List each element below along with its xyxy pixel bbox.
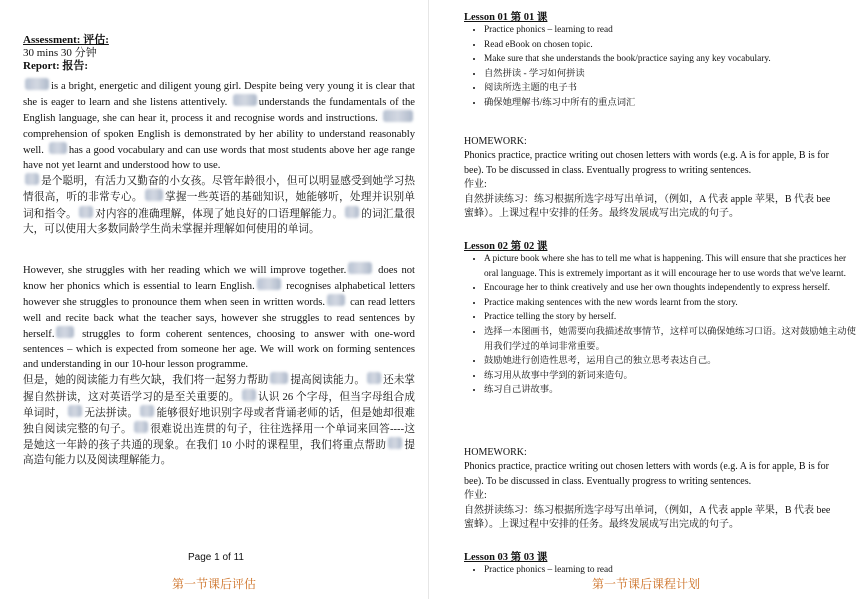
redacted-name [145, 189, 163, 201]
text-span: 的词汇量很大，可以使用大多数同龄学生尚未掌握并理解如何使用的单词。 [23, 208, 416, 235]
list-item: • A picture book where she has to tell me what is happening. This will ensure that she practices her oral language. This is extremely important as it will encourage her to use words that we've learnt. [484, 252, 857, 281]
text-span: struggles to form coherent sentences, choosing to answer with one-word sentences – which is expected from someone her age. We will work on forming sentences and understanding in our 10-hour lesson programme. [23, 328, 415, 371]
text-span: 但是，她的阅读能力有些欠缺，我们将一起努力帮助 [23, 375, 269, 387]
text-span: 能够很好地识别字母或者背诵老师的话，但是她却很难独自阅读完整的句子。 [23, 407, 416, 436]
homework-zh: 自然拼读练习：练习根据所选字母写出单词，（例如，A 代表 apple 苹果，B 代表 bee 蜜蜂）。上课过程中安排的任务。最终发展成写出完成的句子。 [464, 193, 831, 220]
redacted-name [270, 372, 288, 384]
text-span: However, she struggles with her reading which we will improve together. [23, 265, 347, 276]
list-item: • Practice making sentences with the new words learnt from the story. [484, 296, 857, 311]
text-span: 无法拼读。 [84, 407, 139, 419]
redacted-name [242, 389, 256, 401]
list-item: • 鼓励她进行创造性思考，运用自己的独立思考表达自己。 [484, 354, 857, 369]
text-span: 认识 26 个字母，但当字母组合成单词时， [23, 391, 416, 419]
page-number: Page 1 of 11 [188, 552, 244, 563]
report-paragraph-1-zh [23, 173, 415, 237]
homework-label: HOMEWORK: [464, 447, 527, 458]
list-item: • 练习自己讲故事。 [484, 383, 857, 398]
list-item: • 确保她理解书/练习中所有的重点词汇 [484, 96, 857, 111]
report-paragraph-2-zh [23, 372, 415, 468]
assessment-page [0, 0, 428, 599]
right-caption: 第一节课后课程计划 [592, 577, 701, 591]
homework-zh: 自然拼读练习：练习根据所选字母写出单词，（例如，A 代表 apple 苹果，B 代表 bee 蜜蜂）。上课过程中安排的任务。最终发展成写出完成的句子。 [464, 504, 831, 531]
redacted-name [348, 262, 372, 274]
text-span: 对内容的准确理解，体现了她良好的口语理解能力。 [94, 208, 344, 220]
homework-en: Phonics practice, practice writing out chosen letters with words (e.g. A is for apple, B is for bee). To be discussed in class. Eventually progress to writing sentences. [464, 150, 829, 176]
redacted-name [383, 110, 413, 122]
lesson-2-title: Lesson 02 第 02 课 [464, 241, 548, 252]
lesson-plan-page [429, 0, 857, 599]
redacted-name [257, 278, 281, 290]
report-paragraph-2 [23, 262, 415, 469]
duration-text: 30 mins 30 分钟 [23, 47, 97, 59]
homework-block-2 [464, 446, 842, 532]
homework-zh-label: 作业: [464, 490, 487, 502]
text-span: understands the fundamentals of the English language, she can hear it, process it and recognise words and instructions. [23, 97, 415, 125]
homework-en: Phonics practice, practice writing out chosen letters with words (e.g. A is for apple, B is for bee). To be discussed in class. Eventually progress to writing sentences. [464, 461, 829, 487]
lesson-2-list [464, 252, 857, 398]
lesson-1-title: Lesson 01 第 01 课 [464, 12, 548, 23]
list-item: • Practice phonics – learning to read [484, 23, 857, 38]
report-paragraph-2-en [23, 262, 415, 372]
report-label: Report: 报告: [23, 60, 89, 72]
text-span: is a bright, energetic and diligent young girl. Despite being very young it is clear that she is eager to learn and she listens attentively. [23, 81, 415, 109]
text-span: 提高造句能力以及阅读理解能力。 [23, 440, 416, 467]
lesson-3-title: Lesson 03 第 03 课 [464, 552, 548, 563]
redacted-name [49, 142, 67, 154]
text-span: has a good vocabulary and can use words that most students above her age range have not yet learnt and understood how to use. [23, 144, 415, 172]
left-caption: 第一节课后评估 [172, 577, 257, 591]
assessment-header [23, 34, 415, 73]
list-item: • 练习用从故事中学到的新词来造句。 [484, 369, 857, 384]
text-span: 很难说出连贯的句子，往往选择用一个单词来回答----这是她这一年龄的孩子共通的现象。在我们 10 小时的课程里，我们将重点帮助 [23, 424, 416, 452]
redacted-name [140, 405, 154, 417]
list-item: • 阅读所选主题的电子书 [484, 81, 857, 96]
report-paragraph-1 [23, 78, 415, 237]
text-span: 是个聪明，有活力又勤奋的小女孩。尽管年龄很小，但可以明显感受到她学习热情很高，听的非常专心。 [23, 176, 415, 204]
redacted-name [68, 405, 82, 417]
redacted-name [25, 78, 49, 90]
redacted-name [345, 206, 359, 218]
text-span: can read letters well and recite back what the teacher says, however she struggles to read sentences by herself. [23, 297, 416, 340]
list-item: • Make sure that she understands the book/practice saying any key vocabulary. [484, 52, 857, 67]
lesson-1-list [464, 23, 857, 111]
redacted-name [56, 326, 74, 338]
report-paragraph-1-en [23, 78, 415, 173]
redacted-name [327, 294, 345, 306]
text-span: does not know her phonics which is essential to learn English. [23, 265, 415, 293]
text-span: 提高阅读能力。 [290, 375, 366, 387]
list-item: • Encourage her to think creatively and use her own thoughts independently to express herself. [484, 281, 857, 296]
text-span: 掌握一些英语的基础知识，她能够听，处理并识别单词和指令。 [23, 192, 416, 220]
text-span: recognises alphabetical letters however she struggles to pronounce them when seen in written words. [23, 281, 415, 309]
redacted-name [134, 421, 148, 433]
homework-zh-label: 作业: [464, 179, 487, 191]
list-item: • Practice telling the story by herself. [484, 310, 857, 325]
homework-label: HOMEWORK: [464, 136, 527, 147]
list-item: • 自然拼读 - 学习如何拼读 [484, 67, 857, 82]
text-span: comprehension of spoken English is demonstrated by her ability to understand reasonably well. [23, 128, 415, 156]
redacted-name [367, 372, 381, 384]
assessment-label: Assessment: 评估: [23, 34, 109, 46]
redacted-name [79, 206, 93, 218]
list-item: • Practice phonics – learning to read [484, 563, 857, 578]
homework-block-1 [464, 135, 842, 221]
redacted-name [25, 173, 39, 185]
redacted-name [233, 94, 257, 106]
list-item: • Read eBook on chosen topic. [484, 38, 857, 53]
text-span: 还未掌握自然拼读，这对英语学习的是至关重要的。 [23, 375, 416, 403]
redacted-name [388, 437, 402, 449]
list-item: • 选择一本图画书，她需要向我描述故事情节，这样可以确保她练习口语。这对鼓励她主动使用我们学过的单词非常重要。 [484, 325, 857, 354]
